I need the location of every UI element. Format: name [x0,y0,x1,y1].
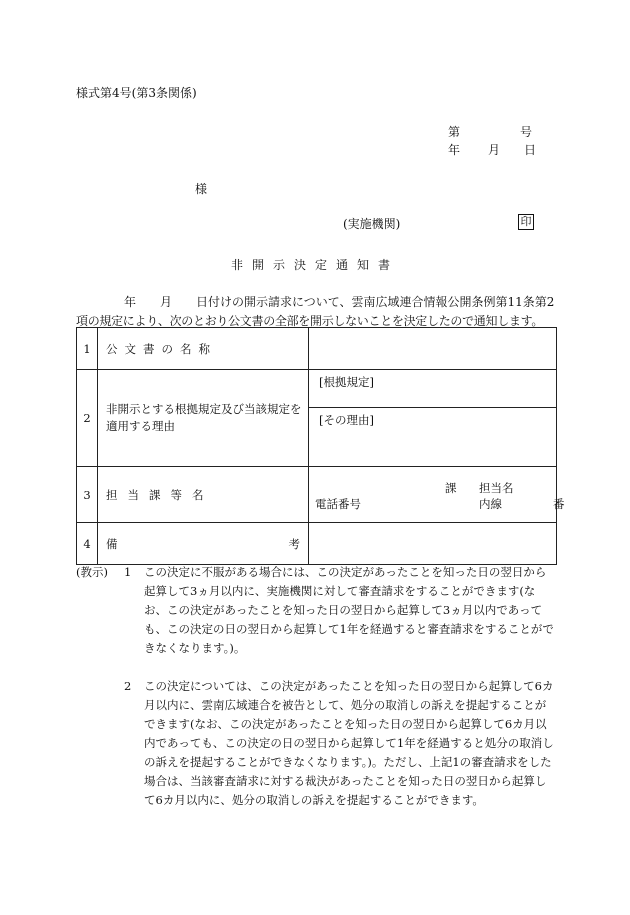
month-label: 月 [488,143,501,157]
form-number: 様式第4号(第3条関係) [76,86,197,100]
document-name-label: 公文書の名称 [106,341,217,356]
department-cell [309,467,565,523]
phone-label: 電話番号 [315,496,361,511]
body-text [76,293,556,331]
year-label: 年 [448,143,461,157]
instruction-text: この決定に不服がある場合には、この決定があったことを知った日の翌日から起算して3ヵ月以内に、実施機関に対して審査請求をすることができます(なお、この決定があったことを知った日の翌日から起算して3ヵ月以内であっても、この決定の日の翌日から起算して1年を経過すると審査請求をすることができなくなります。)。 [144,565,554,655]
section-suffix: 課 [445,480,457,495]
addressee-suffix: 様 [195,182,208,196]
person-in-charge-label: 担当名 [479,480,514,495]
instruction-item [124,563,557,658]
reason-field: [その理由] [319,413,374,427]
table-row [77,523,557,565]
row-label [98,370,309,467]
body-line-2: 項の規定により、次のとおり公文書の全部を開示しないことを決定したので通知します。 [76,314,544,328]
body-line-1: 年 月 日付けの開示請求について、雲南広域連合情報公開条例第11条第2 [124,295,555,309]
agency-label: (実施機関) [343,217,401,231]
basis-provision-field: [根拠規定] [309,370,556,408]
document-number-line [448,123,532,140]
reason-cell [309,370,557,467]
date-line [448,141,536,158]
number-prefix: 第 [448,125,461,139]
table-row [77,328,557,370]
table-row [77,370,557,467]
department-label: 担当課等名 [106,487,214,502]
document-title: 非開示決定通知書 [230,258,399,272]
row-label [98,467,309,523]
row-label [98,328,309,370]
number-suffix: 号 [520,125,533,139]
row-number: 3 [77,467,98,523]
row-number: 2 [77,370,98,467]
day-label: 日 [524,143,537,157]
instruction-item [124,677,557,810]
remarks-label-left: 備 [106,536,118,551]
row-label [98,523,309,565]
instruction-number: 1 [124,565,132,579]
table-row [77,467,557,523]
instructions-label: (教示) [76,565,108,579]
remarks-value [309,523,557,565]
remarks-label-right: 考 [288,536,300,551]
reason-label: 非開示とする根拠規定及び当該規定を適用する理由 [106,402,302,433]
instruction-number: 2 [124,679,132,693]
decision-table [76,327,565,565]
row-number: 1 [77,328,98,370]
extension-suffix: 番 [553,496,565,511]
seal-stamp: 印 [518,214,534,230]
extension-label: 内線 [479,496,502,511]
instruction-text: この決定については、この決定があったことを知った日の翌日から起算して6カ月以内に、雲南広域連合を被告として、処分の取消しの訴えを提起することができます(なお、この決定があったことを知った日の翌日から起算して6カ月以内であっても、この決定の日の翌日から起算して1年を経過すると処分の取消しの訴えを提起することができなくなります。)。ただし、上記1の審査請求をした場合は、当該審査請求に対する裁決があったことを知った日の翌日から起算して6カ月以内に、処分の取消しの訴えを提起することができます。 [144,679,554,807]
document-name-value [309,328,557,370]
row-number: 4 [77,523,98,565]
